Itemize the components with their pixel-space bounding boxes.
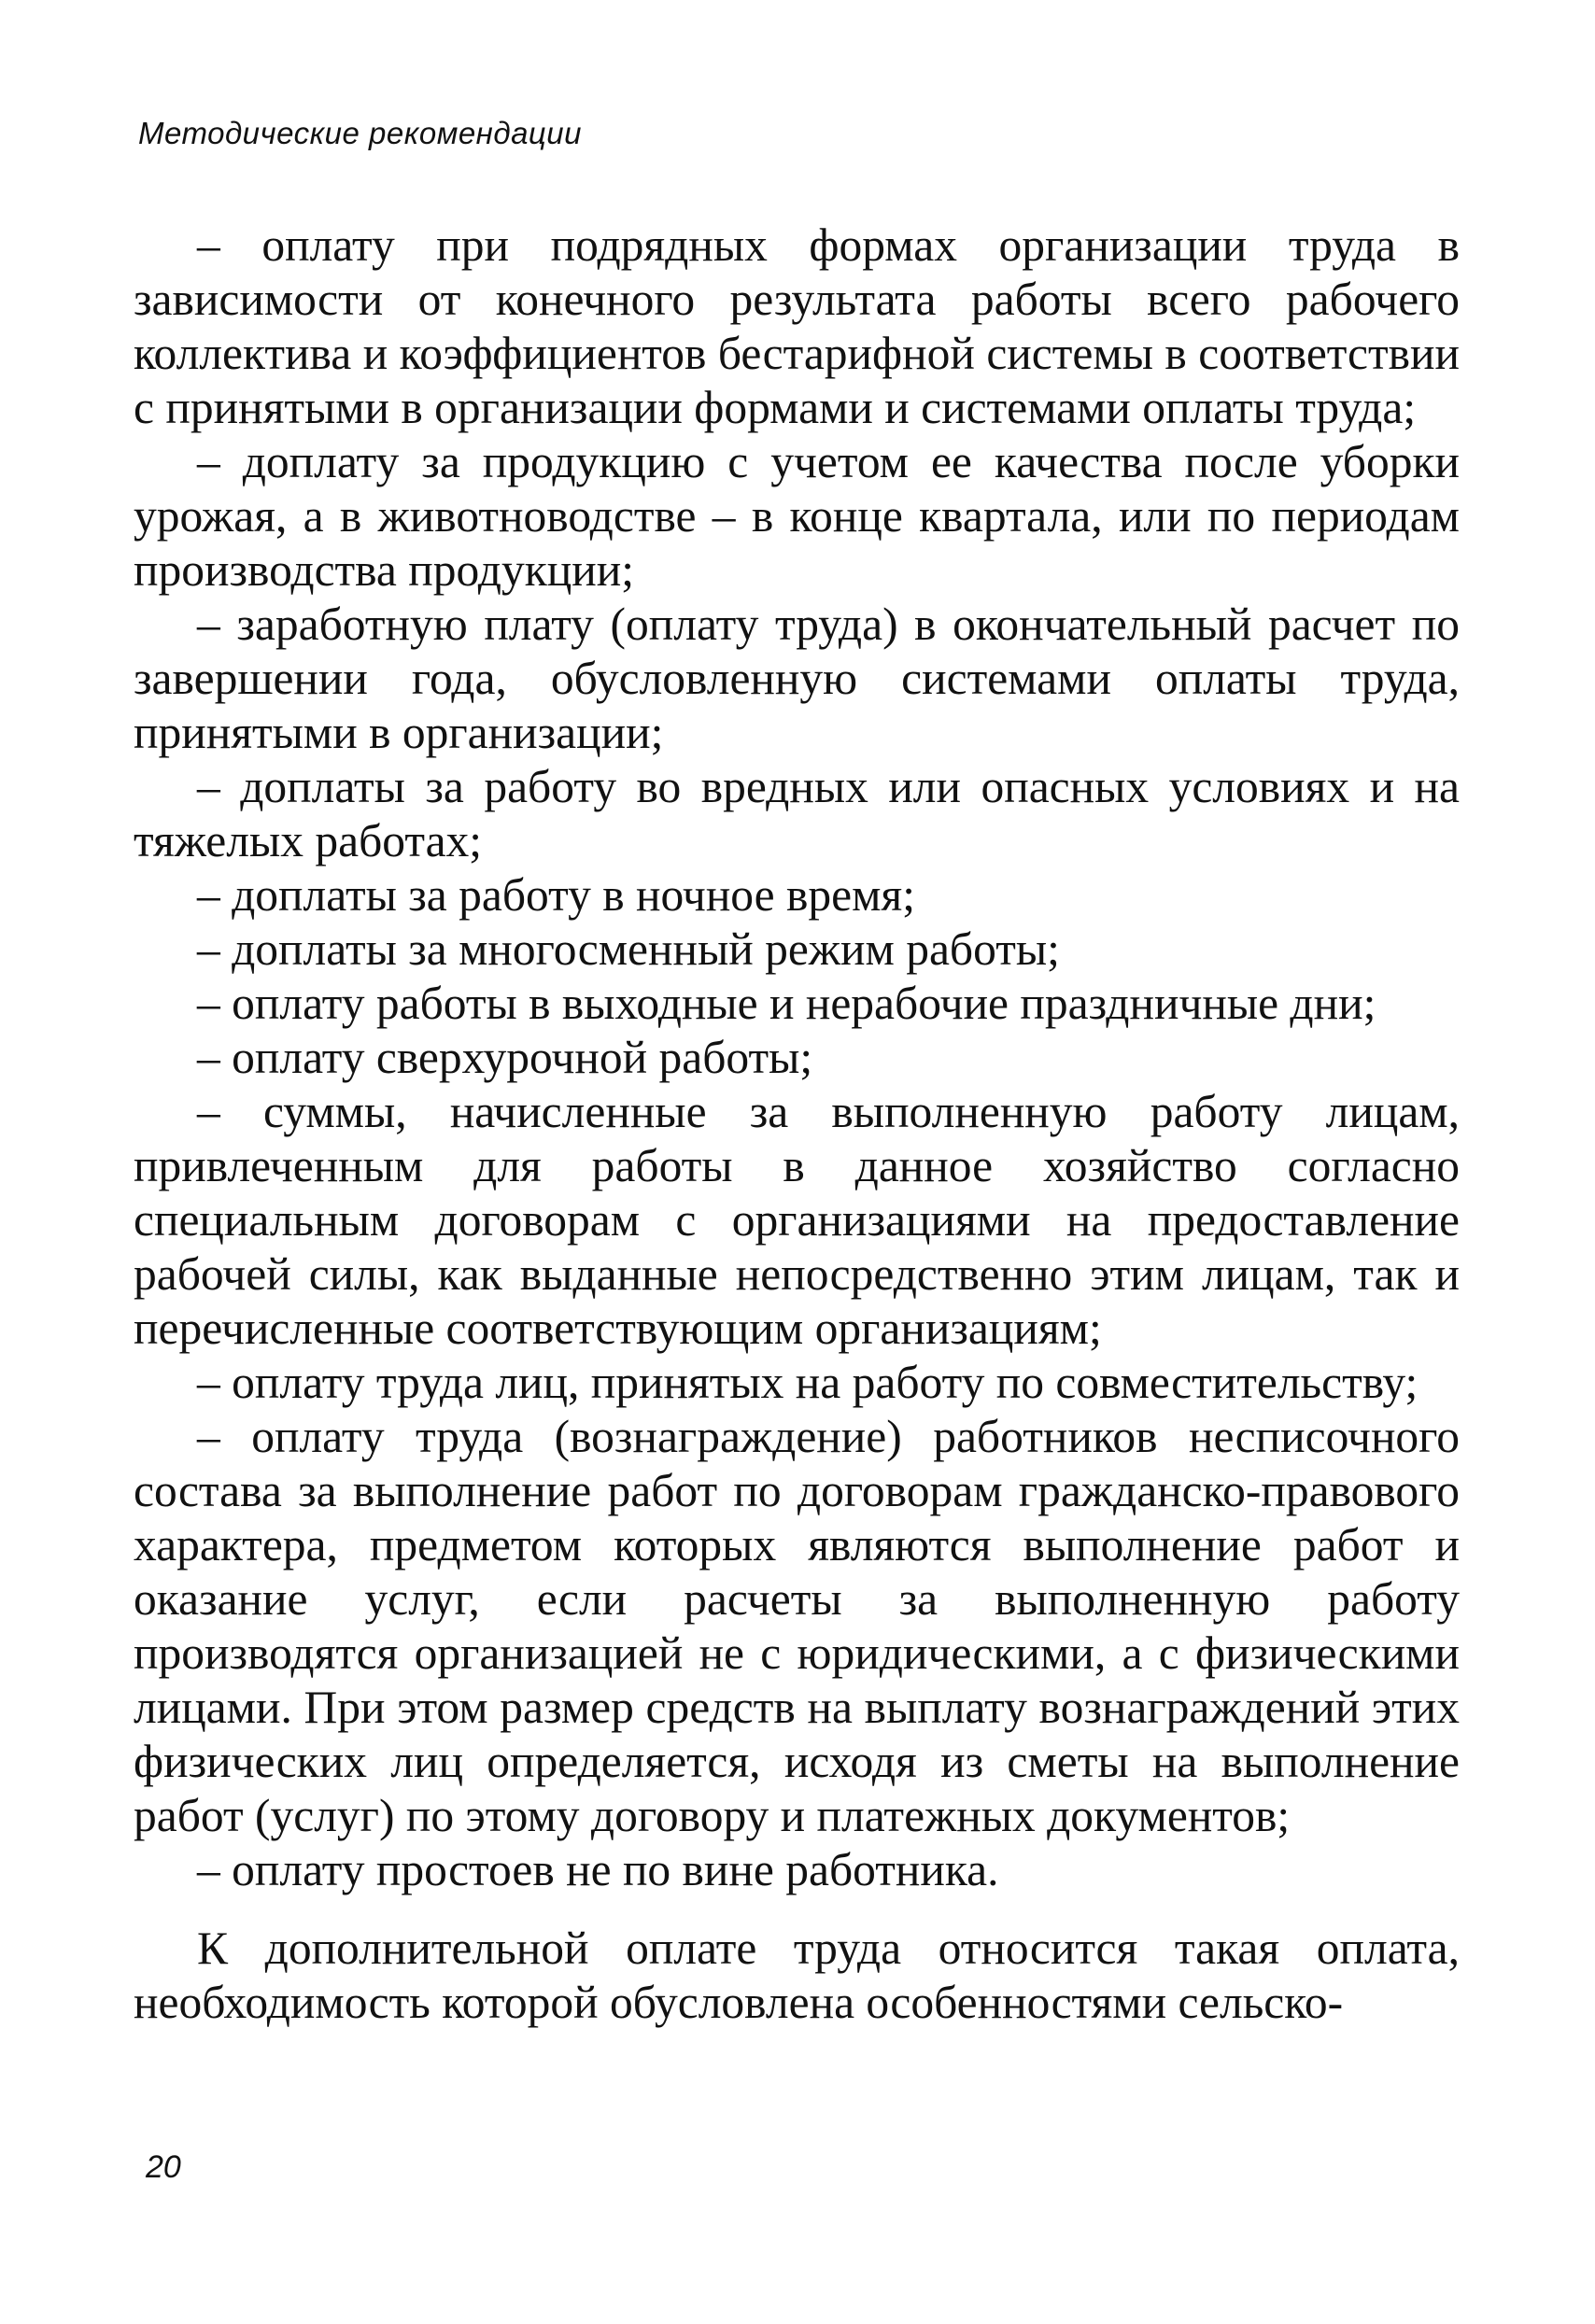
list-item: – суммы, начисленные за выполненную работу лицам, привлеченным для работы в данное хозяйство согласно специальным договорам с организациями на предоставление рабочей силы, как выданные непосредственно этим лицам, так и перечисленные соответствующим организациям; <box>134 1086 1460 1354</box>
list-item: – доплату за продукцию с учетом ее качества после уборки урожая, а в животноводстве – в конце квартала, или по периодам производства продукции; <box>134 436 1460 596</box>
list-item: – доплаты за многосменный режим работы; <box>197 923 1060 975</box>
page-body <box>134 218 1460 2030</box>
list-item: – заработную плату (оплату труда) в окончательный расчет по завершении года, обусловленную системами оплаты труда, принятыми в организации; <box>134 599 1460 758</box>
list-item: – доплаты за работу во вредных или опасных условиях и на тяжелых работах; <box>134 761 1460 866</box>
list-item: – оплату простоев не по вине работника. <box>197 1844 999 1895</box>
list-item: – оплату труда лиц, принятых на работу по совместительству; <box>197 1357 1419 1408</box>
list-item: – оплату труда (вознаграждение) работников несписочного состава за выполнение работ по договорам гражданско-правового характера, предметом которых являются выполнение работ и оказание услуг, если расчеты за выполненную работу производятся организацией не с юридическими, а с физическими лицами. При этом размер средств на выплату вознаграждений этих физических лиц определяется, исходя из сметы на выполнение работ (услуг) по этому договору и платежных документов; <box>134 1411 1460 1841</box>
running-title: Методические рекомендации <box>138 116 582 150</box>
closing-paragraph: К дополнительной оплате труда относится такая оплата, необходимость которой обусловлена особенностями сельско- <box>134 1923 1460 2028</box>
list-item: – оплату работы в выходные и нерабочие праздничные дни; <box>197 978 1376 1029</box>
list-item: – оплату при подрядных формах организации труда в зависимости от конечного результата работы всего рабочего коллектива и коэффициентов бестарифной системы в соответствии с принятыми в организации формами и системами оплаты труда; <box>134 219 1460 433</box>
page-number: 20 <box>146 2149 181 2185</box>
list-item: – оплату сверхурочной работы; <box>197 1032 813 1083</box>
list-item: – доплаты за работу в ночное время; <box>197 869 915 921</box>
